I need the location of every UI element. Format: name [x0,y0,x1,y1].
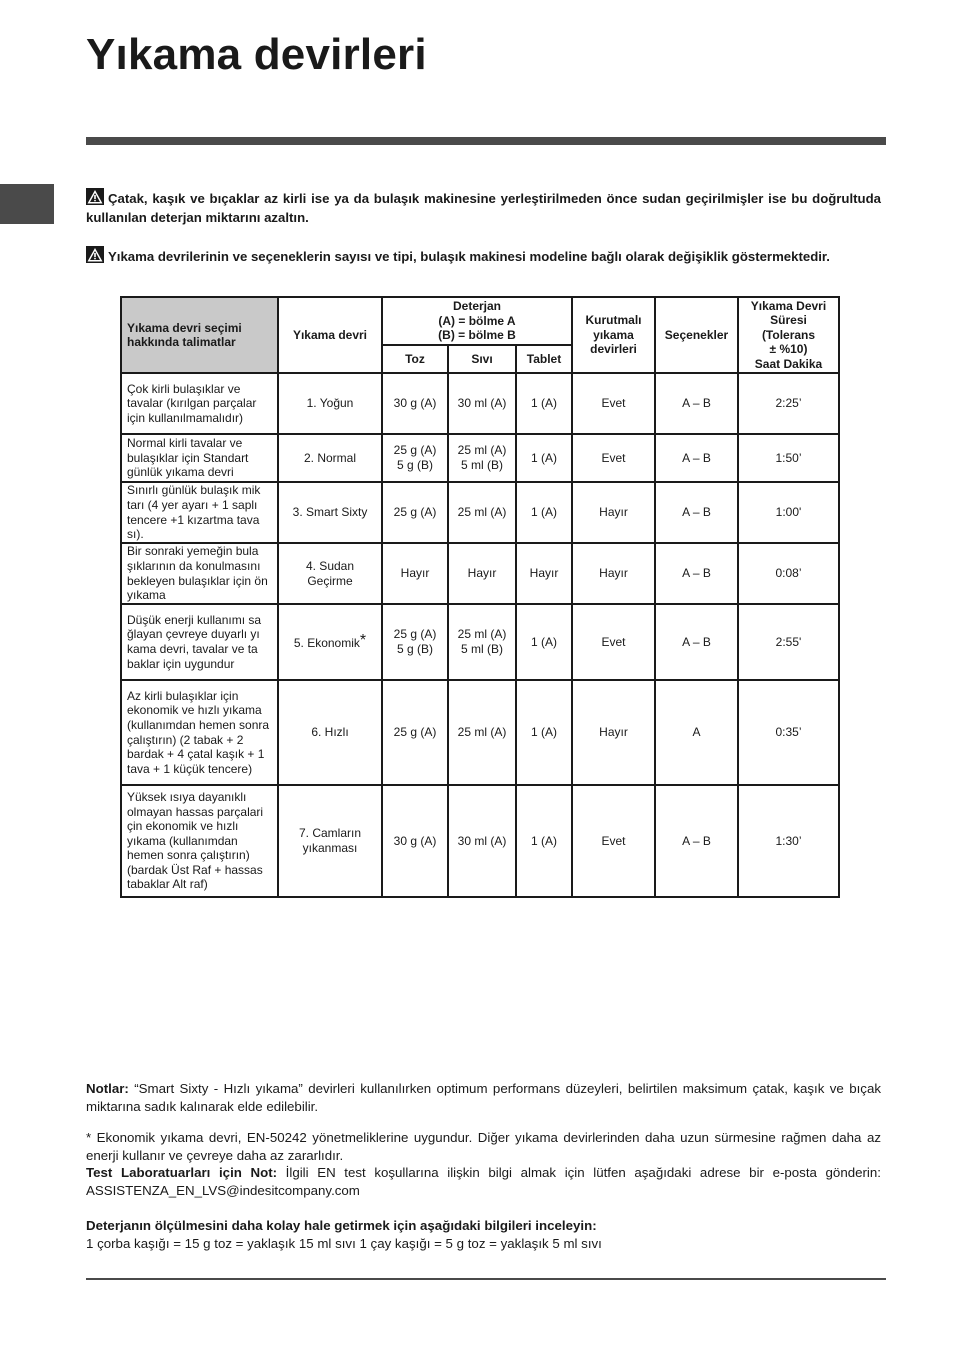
cycle-description: Düşük enerji kullanımı sa ğlayan çevreye duyarlı yı kama devri, tavalar ve ta baklar için uygundur [121,604,278,680]
options-value: A – B [655,604,738,680]
header-options: Seçenekler [655,297,738,373]
powder-amount [382,434,448,482]
measure-title-text: Deterjanın ölçülmesini daha kolay hale getirmek için aşağıdaki bilgileri inceleyin: [86,1218,597,1233]
duration-value: 1:00' [738,482,839,543]
header-drying [572,297,655,373]
warning-note-2 [86,246,906,266]
cycle-description: Çok kirli bulaşıklar ve tavalar (kırılgan parçalar için kullanılmamalıdır) [121,373,278,434]
duration-value: 2:25’ [738,373,839,434]
liquid-amount: Hayır [448,543,516,604]
header-tablet: Tablet [516,345,572,373]
measure-text: 1 çorba kaşığı = 15 g toz = yaklaşık 15 ml sıvı 1 çay kaşığı = 5 g toz = yaklaşık 5 ml sıvı [86,1236,602,1251]
warning-triangle-icon [86,246,104,263]
table-row [121,373,839,434]
cycle-description: Normal kirli tavalar ve bulaşıklar için Standart günlük yıkama devri [121,434,278,482]
header-drying-line: devirleri [590,342,637,357]
drying-value: Evet [572,373,655,434]
header-duration-line: Saat Dakika [754,356,823,371]
table-row [121,604,839,680]
cycle-description: Sınırlı günlük bulaşık mik tarı (4 yer ayarı + 1 saplı tencere +1 kızartma tava sı). [121,482,278,543]
table-row [121,543,839,604]
header-cycle: Yıkama devri [278,297,382,373]
powder-amount: Hayır [382,543,448,604]
detergent-amount-line: 5 g (B) [396,642,433,656]
options-value: A [655,680,738,785]
cycle-name: 4. Sudan Geçirme [278,543,382,604]
table-row [121,482,839,543]
measure-title [86,1217,881,1235]
options-value: A – B [655,373,738,434]
header-duration-line: (Tolerans [761,327,816,342]
tablet-amount: 1 (A) [516,680,572,785]
tablet-amount: 1 (A) [516,373,572,434]
header-liquid: Sıvı [448,345,516,373]
detergent-amount-line: 5 g (B) [396,458,433,472]
header-detergent-line: (A) = bölme A [438,313,516,328]
header-drying-line: yıkama [593,327,634,342]
table-row [121,680,839,785]
warning-triangle-icon [86,188,104,205]
table-row [121,785,839,897]
drying-value: Hayır [572,680,655,785]
cycle-description: Bir sonraki yemeğin bula şıklarının da konulmasını bekleyen bulaşıklar için ön yıkama [121,543,278,604]
drying-value: Hayır [572,482,655,543]
cycle-name [278,604,382,680]
detergent-amount-line: 5 ml (B) [461,642,503,656]
tablet-amount: 1 (A) [516,604,572,680]
header-detergent-line: (B) = bölme B [438,328,516,343]
cycle-name-text: 5. Ekonomik [293,635,360,650]
table-row [121,434,839,482]
cycle-name: 3. Smart Sixty [278,482,382,543]
cycle-name: 6. Hızlı [278,680,382,785]
detergent-amount-line: 25 ml (A) [457,627,507,642]
tablet-amount: 1 (A) [516,785,572,897]
detergent-amount-line: 5 ml (B) [461,458,503,472]
liquid-amount: 25 ml (A) [448,482,516,543]
language-tab-marker [0,184,54,224]
warning-text-2: Yıkama devrilerinin ve seçeneklerin sayısı ve tipi, bulaşık makinesi modeline bağlı olarak değişiklik göstermektedir. [108,249,830,264]
cycle-name: 2. Normal [278,434,382,482]
drying-value: Hayır [572,543,655,604]
detergent-amount-line: 25 g (A) [393,627,437,642]
header-detergent [382,297,572,345]
warning-text-1: Çatak, kaşık ve bıçaklar az kirli ise ya da bulaşık makinesine yerleştirilmeden önce sudan geçirilmişler ise bu doğrultuda kullanılan deterjan miktarını azaltın. [86,191,881,225]
duration-value: 1:30’ [738,785,839,897]
footer-divider [86,1278,886,1280]
liquid-amount: 30 ml (A) [448,785,516,897]
duration-value: 1:50’ [738,434,839,482]
options-value: A – B [655,482,738,543]
cycle-description: Az kirli bulaşıklar için ekonomik ve hızlı yıkama (kullanımdan hemen sonra çalıştırın) (2 tabak + 2 bardak + 4 çatal kaşık + 1 tava + 1 küçük tencere) [121,680,278,785]
detergent-amount-line: 25 ml (A) [457,443,507,458]
header-divider [86,137,886,145]
eco-footnote: * Ekonomik yıkama devri, EN-50242 yönetmeliklerine uygundur. Diğer yıkama devirlerinden daha uzun sürmesine rağmen daha az enerji kullanır ve çevreye daha az zararlıdır. [86,1130,881,1163]
cycle-name: 1. Yoğun [278,373,382,434]
wash-cycle-table [120,296,840,898]
header-duration-line: Süresi [770,313,807,328]
header-detergent-line: Deterjan [452,299,502,314]
powder-amount: 30 g (A) [382,373,448,434]
lab-note-text: İlgili EN test koşullarına ilişkin bilgi almak için lütfen aşağıdaki adrese bir e-posta gönderin: ASSISTENZA_EN_LVS@indesitcompany.com [86,1165,881,1198]
header-duration-line: Yıkama Devri [750,298,827,313]
header-duration [738,297,839,373]
tablet-amount: 1 (A) [516,434,572,482]
tablet-amount: 1 (A) [516,482,572,543]
options-value: A – B [655,543,738,604]
duration-value: 2:55' [738,604,839,680]
liquid-amount: 30 ml (A) [448,373,516,434]
notes-paragraph [86,1080,881,1116]
page-title: Yıkama devirleri [86,30,427,79]
powder-amount [382,604,448,680]
powder-amount: 25 g (A) [382,680,448,785]
drying-value: Evet [572,434,655,482]
notes-text: “Smart Sixty - Hızlı yıkama” devirleri kullanılırken optimum performans düzeyleri, belirtilen maksimum çatak, kaşık ve bıçak miktarına sadık kalınarak elde edilebilir. [86,1081,881,1114]
powder-amount: 25 g (A) [382,482,448,543]
header-duration-line: ± %10) [769,342,808,357]
options-value: A – B [655,434,738,482]
footnote-mark: * [359,631,367,649]
lab-note-label: Test Laboratuarları için Not: [86,1165,278,1180]
liquid-amount [448,604,516,680]
lab-note [86,1164,881,1200]
tablet-amount: Hayır [516,543,572,604]
liquid-amount: 25 ml (A) [448,680,516,785]
drying-value: Evet [572,604,655,680]
header-drying-line: Kurutmalı [585,313,642,328]
options-value: A – B [655,785,738,897]
notes-label: Notlar: [86,1081,129,1096]
duration-value: 0:35’ [738,680,839,785]
header-instructions: Yıkama devri seçimi hakkında talimatlar [121,297,278,373]
detergent-amount-line: 25 g (A) [393,443,437,458]
warning-note-1 [86,188,881,227]
drying-value: Evet [572,785,655,897]
cycle-description: Yüksek ısıya dayanıklı olmayan hassas parçalari çin ekonomik ve hızlı yıkama (kullanımdan hemen sonra çalıştırın) (bardak Üst Raf + hassas tabaklar Alt raf) [121,785,278,897]
powder-amount: 30 g (A) [382,785,448,897]
cycle-name: 7. Camların yıkanması [278,785,382,897]
header-powder: Toz [382,345,448,373]
duration-value: 0:08’ [738,543,839,604]
liquid-amount [448,434,516,482]
